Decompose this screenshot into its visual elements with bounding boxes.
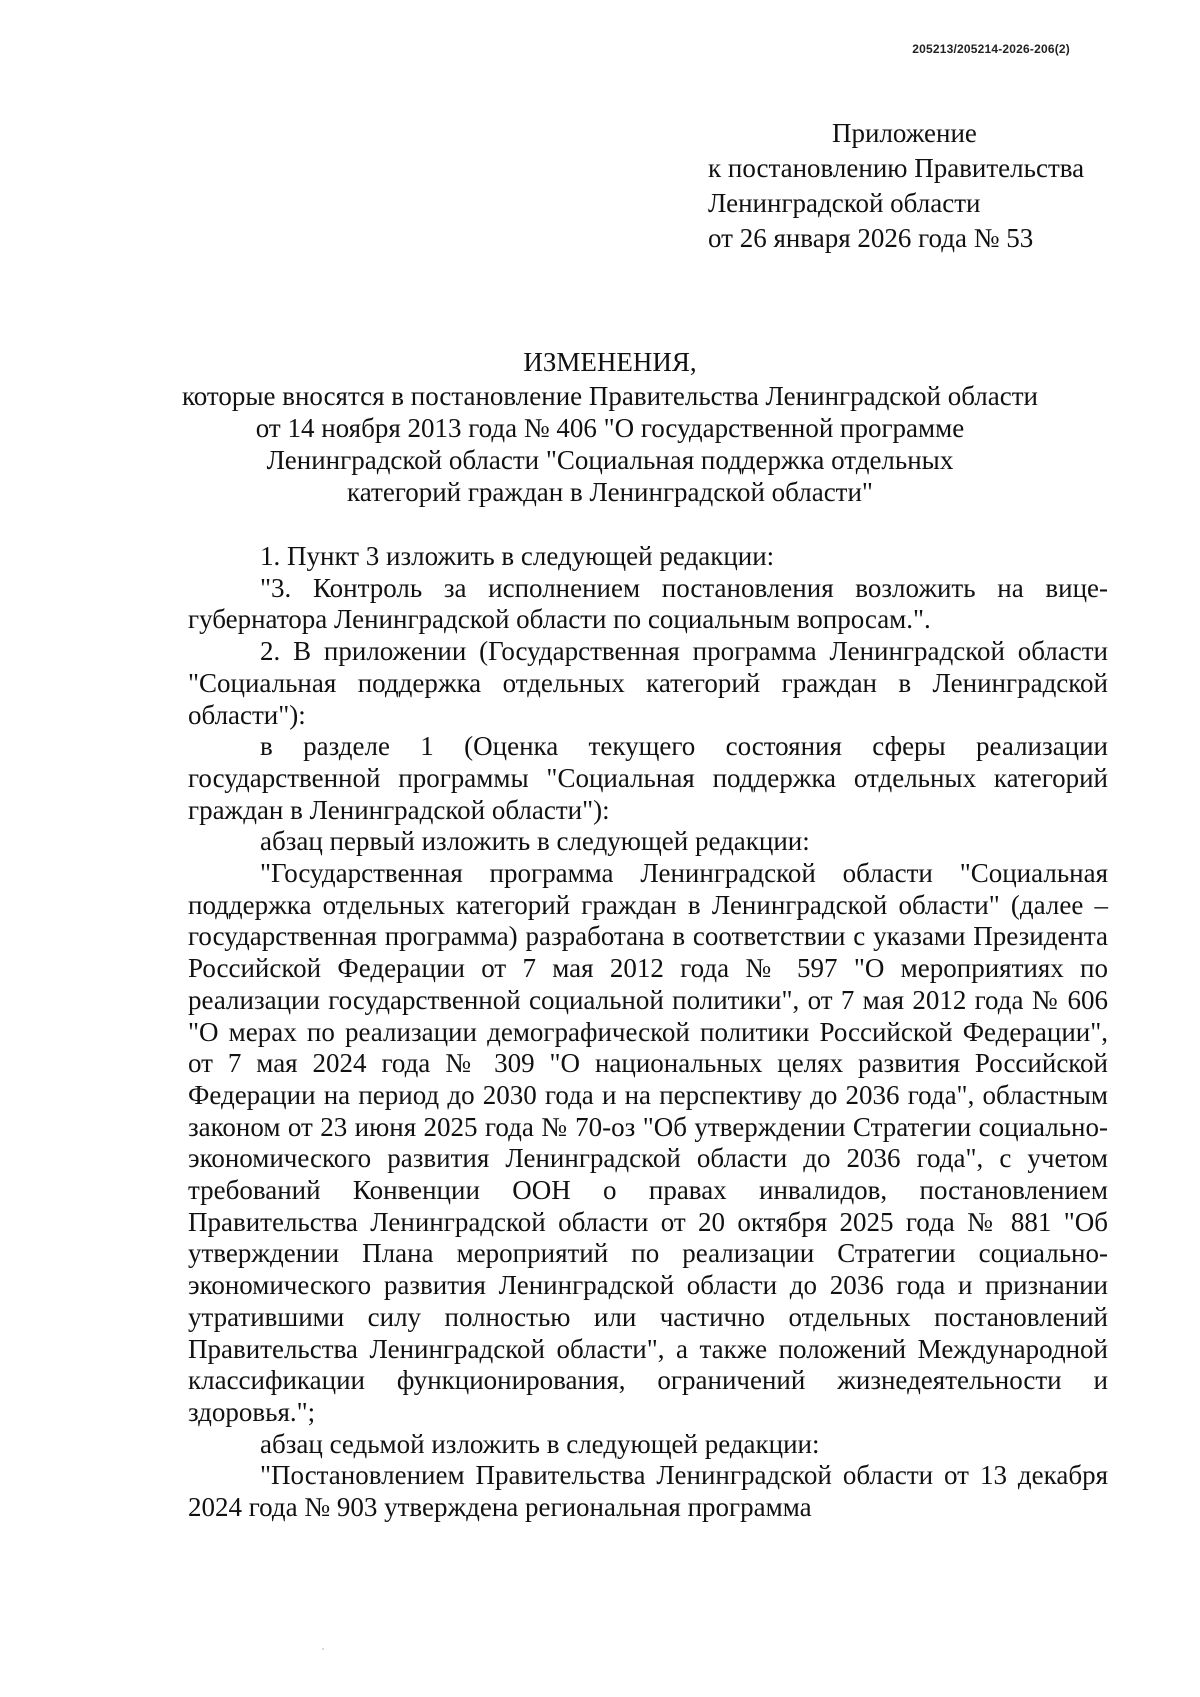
paragraph-item-1: 1. Пункт 3 изложить в следующей редакции: <box>260 541 775 571</box>
heading-subtitle-line-4: категорий граждан в Ленинградской области" <box>347 477 873 507</box>
document-heading <box>140 346 1080 508</box>
paragraph-abzac-seventh-text: "Постановлением Правительства Ленинградской области от 13 декабря 2024 года № 903 утверждена региональная программа <box>188 1460 1108 1523</box>
paragraph-item-1-text: "3. Контроль за исполнением постановления возложить на вице-губернатора Ленинградской области по социальным вопросам.". <box>188 572 1108 635</box>
appendix-reference-line: к постановлению Правительства <box>708 153 1085 183</box>
paragraph-item-2: 2. В приложении (Государственная программа Ленинградской области "Социальная поддержка отдельных категорий граждан в Ленинградской области"): <box>188 636 1108 730</box>
paragraph-abzac-first: абзац первый изложить в следующей редакции: <box>260 826 810 857</box>
heading-subtitle-line-3: Ленинградской области "Социальная поддержка отдельных <box>266 445 954 475</box>
document-title: ИЗМЕНЕНИЯ, <box>523 347 697 377</box>
heading-subtitle-line-1: которые вносятся в постановление Правительства Ленинградской области <box>181 381 1038 411</box>
appendix-title: Приложение <box>832 118 977 148</box>
appendix-region-line: Ленинградской области <box>708 188 981 218</box>
document-body <box>188 541 1108 1524</box>
paragraph-section-1: в разделе 1 (Оценка текущего состояния сферы реализации государственной программы "Социальная поддержка отдельных категорий граждан в Ленинградской области"): <box>188 731 1108 825</box>
document-registration-code: 205213/205214-2026-206(2) <box>912 42 1070 56</box>
paragraph-abzac-first-text: "Государственная программа Ленинградской области "Социальная поддержка отдельных категорий граждан в Ленинградской области" (далее – государственная программа) разработана в соответствии с указами Президента Российской Федерации от 7 мая 2012 года № 597 "О мероприятиях по реализации государственной социальной политики", от 7 мая 2012 года № 606 "О мерах по реализации демографической политики Российской Федерации", от 7 мая 2024 года № 309 "О национальных целях развития Российской Федерации на период до 2030 года и на перспективу до 2036 года", областным законом от 23 июня 2025 года № 70-оз "Об утверждении Стратегии социально-экономического развития Ленинградской области до 2036 года", с учетом требований Конвенции ООН о правах инвалидов, постановлением Правительства Ленинградской области от 20 октября 2025 года № 881 "Об утверждении Плана мероприятий по реализации Стратегии социально-экономического развития Ленинградской области до 2036 года и признании утратившими силу полностью или частично отдельных постановлений Правительства Ленинградской области", а также положений Международной классификации функционирования, ограничений жизнедеятельности и здоровья."; <box>188 858 1108 1427</box>
heading-subtitle-line-2: от 14 ноября 2013 года № 406 "О государственной программе <box>255 413 965 443</box>
appendix-date-number-line: от 26 января 2026 года № 53 <box>708 223 1034 253</box>
paragraph-abzac-seventh: абзац седьмой изложить в следующей редакции: <box>260 1428 820 1459</box>
appendix-header <box>708 116 1084 256</box>
scan-speck <box>322 1648 324 1650</box>
